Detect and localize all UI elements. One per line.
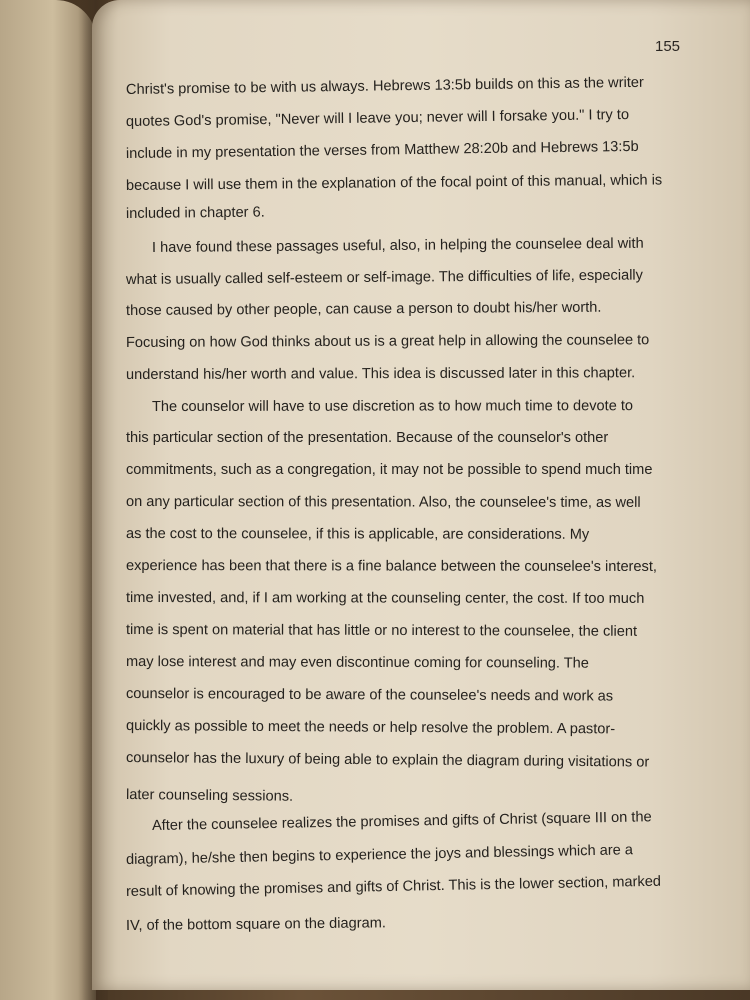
text-line: diagram), he/she then begins to experience the joys and blessings which are a xyxy=(125,842,634,868)
text-line: may lose interest and may even discontinue coming for counseling. The xyxy=(125,654,589,672)
text-line: what is usually called self-esteem or self-image. The difficulties of life, especially xyxy=(125,267,644,288)
text-line: on any particular section of this presentation. Also, the counselee's time, as well xyxy=(125,494,641,511)
text-line: I have found these passages useful, also, in helping the counselee deal with xyxy=(151,235,644,256)
text-line: IV, of the bottom square on the diagram. xyxy=(125,915,386,934)
text-line: those caused by other people, can cause a person to doubt his/her worth. xyxy=(125,299,602,319)
text-line: this particular section of the presentation. Because of the counselor's other xyxy=(126,430,609,446)
text-line: counselor is encouraged to be aware of the counselee's needs and work as xyxy=(125,686,614,705)
text-line: Focusing on how God thinks about us is a great help in allowing the counselee to xyxy=(125,332,650,351)
text-line: quickly as possible to meet the needs or help resolve the problem. A pastor- xyxy=(125,718,616,738)
text-line: experience has been that there is a fine balance between the counselee's interest, xyxy=(125,558,657,575)
text-line: understand his/her worth and value. This idea is discussed later in this chapter. xyxy=(125,365,636,383)
page-number: 155 xyxy=(655,38,681,55)
text-line: later counseling sessions. xyxy=(125,787,294,805)
text-line: Christ's promise to be with us always. Hebrews 13:5b builds on this as the writer xyxy=(125,74,644,98)
text-line: commitments, such as a congregation, it may not be possible to spend much time xyxy=(126,462,653,478)
text-line: as the cost to the counselee, if this is applicable, are considerations. My xyxy=(125,526,590,543)
text-line: After the counselee realizes the promises and gifts of Christ (square III on the xyxy=(151,809,652,834)
text-line: because I will use them in the explanation of the focal point of this manual, which is xyxy=(125,172,663,194)
text-line: The counselor will have to use discretion as to how much time to devote to xyxy=(151,398,634,415)
text-line: quotes God's promise, "Never will I leave you; never will I forsake you." I try to xyxy=(125,106,630,130)
text-line: include in my presentation the verses from Matthew 28:20b and Hebrews 13:5b xyxy=(125,138,639,162)
text-line: counselor has the luxury of being able to explain the diagram during visitations or xyxy=(125,750,650,771)
text-line: included in chapter 6. xyxy=(125,204,265,222)
text-line: result of knowing the promises and gifts of Christ. This is the lower section, marked xyxy=(125,873,662,900)
text-line: time invested, and, if I am working at the counseling center, the cost. If too much xyxy=(125,590,645,607)
text-line: time is spent on material that has little or no interest to the counselee, the client xyxy=(125,622,638,640)
